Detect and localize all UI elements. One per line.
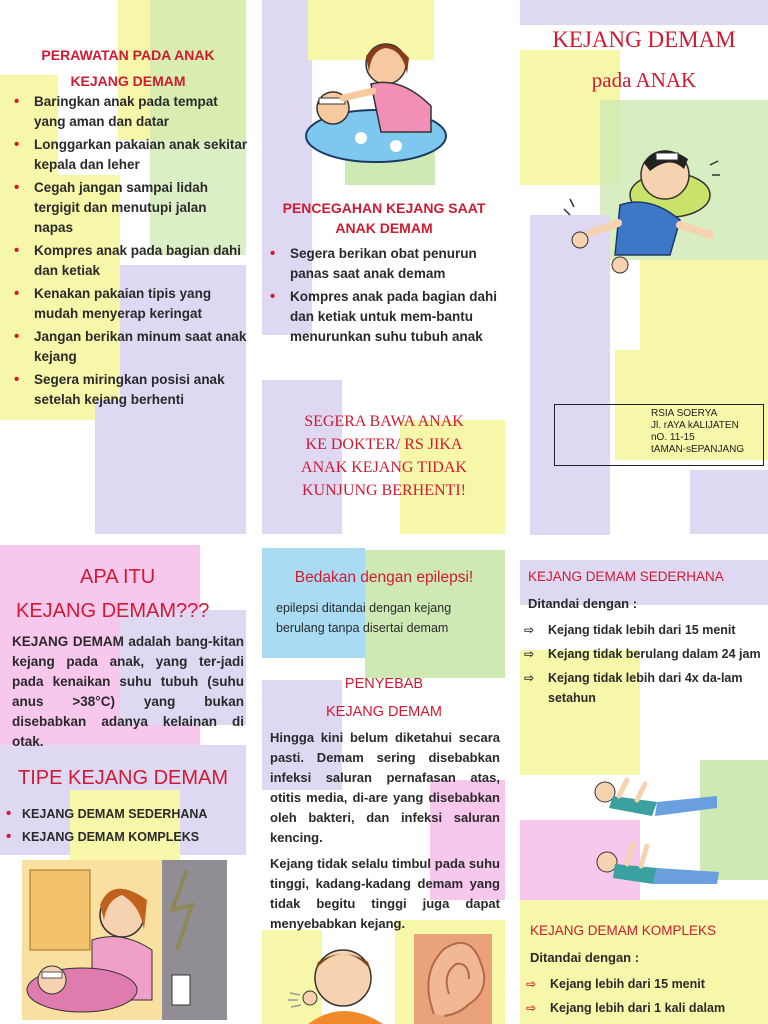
pencegahan-title: PENCEGAHAN KEJANG SAAT ANAK DEMAM [282, 200, 486, 236]
list-item: ⇨ Kejang tidak lebih dari 4x da-lam setahun [522, 668, 762, 708]
address-box [554, 404, 764, 466]
tipe-list [0, 804, 250, 850]
list-item: ⇨ Kejang tidak berulang dalam 24 jam [522, 644, 762, 664]
panel-apa-itu [0, 542, 256, 1024]
list-item: • Kompres anak pada bagian dahi dan ketiak [8, 241, 248, 281]
kompleks-intro: Ditandai dengan : [530, 950, 640, 965]
list-item: • KEJANG DEMAM KOMPLEKS [0, 827, 250, 847]
seizing-child-illustration [560, 125, 730, 275]
cover-title: KEJANG DEMAM pada ANAK [552, 27, 736, 92]
panel-pencegahan [256, 0, 512, 534]
kompleks-list [524, 974, 768, 1022]
list-item: ⇨ Kejang lebih dari 1 kali dalam [524, 998, 768, 1018]
seizure-poses-illustration [587, 772, 737, 912]
epilepsi-title: Bedakan dengan epilepsi! [294, 569, 474, 586]
sick-child-illustration [22, 860, 227, 1020]
perawatan-list [8, 92, 248, 413]
panel-cover [512, 0, 768, 534]
list-item: • Jangan berikan minum saat anak kejang [8, 327, 248, 367]
sederhana-intro: Ditandai dengan : [528, 596, 638, 611]
warning-text: SEGERA BAWA ANAK KE DOKTER/ RS JIKA ANAK KEJANG TIDAK KUNJUNG BERHENTI! [301, 413, 467, 499]
perawatan-title: PERAWATAN PADA ANAK KEJANG DEMAM [41, 47, 215, 89]
pencegahan-list [264, 244, 504, 350]
list-item: • KEJANG DEMAM SEDERHANA [0, 804, 250, 824]
list-item: ⇨ Kejang lebih dari 15 menit [524, 974, 768, 994]
apa-itu-title: APA ITU KEJANG DEMAM??? [16, 566, 210, 622]
ear-illustration [414, 934, 492, 1024]
list-item: • Longgarkan pakaian anak sekitar kepala dan leher [8, 135, 248, 175]
list-item: • Kompres anak pada bagian dahi dan ketiak untuk mem-bantu menurunkan suhu tubuh anak [264, 287, 504, 347]
list-item: ⇨ Kejang tidak lebih dari 15 menit [522, 620, 762, 640]
sederhana-list [522, 620, 762, 712]
definition-text: KEJANG DEMAM adalah bang-kitan kejang pada anak, yang ter-jadi pada kenaikan suhu tubuh (suhu anus >38°C) yang bukan disebabkan adanya kelainan di otak. [12, 634, 244, 749]
panel-perawatan [0, 0, 256, 534]
coughing-child-illustration [288, 938, 398, 1024]
tipe-title: TIPE KEJANG DEMAM [18, 767, 229, 789]
penyebab-text-2: Kejang tidak selalu timbul pada suhu tinggi, kadang-kadang demam yang tidak begitu tinggi juga dapat menyebabkan kejang. [270, 856, 500, 931]
penyebab-title: PENYEBAB KEJANG DEMAM [325, 676, 442, 720]
list-item: • Baringkan anak pada tempat yang aman dan datar [8, 92, 248, 132]
address-text: RSIA SOERYA Jl. rAYA kALIJATEN nO. 11-15 tAMAN-sEPANJANG [651, 408, 745, 455]
list-item: • Segera berikan obat penurun panas saat anak demam [264, 244, 504, 284]
sederhana-title: KEJANG DEMAM SEDERHANA [528, 569, 724, 584]
list-item: • Kenakan pakaian tipis yang mudah menyerap keringat [8, 284, 248, 324]
penyebab-text-1: Hingga kini belum diketahui secara pasti. Demam sering disebabkan infeksi saluran pernafasan atas, otitis media, di-are yang disebabkan oleh bakteri, dan infeksi saluran kencing. [270, 730, 500, 845]
mother-child-illustration [291, 36, 461, 166]
panel-tipe-detail [512, 542, 768, 1024]
list-item: • Cegah jangan sampai lidah tergigit dan menutupi jalan napas [8, 178, 248, 238]
kompleks-title: KEJANG DEMAM KOMPLEKS [530, 923, 717, 938]
epilepsi-text: epilepsi ditandai dengan kejang berulang tanpa disertai demam [276, 601, 452, 635]
panel-penyebab [256, 542, 512, 1024]
list-item: • Segera miringkan posisi anak setelah kejang berhenti [8, 370, 248, 410]
